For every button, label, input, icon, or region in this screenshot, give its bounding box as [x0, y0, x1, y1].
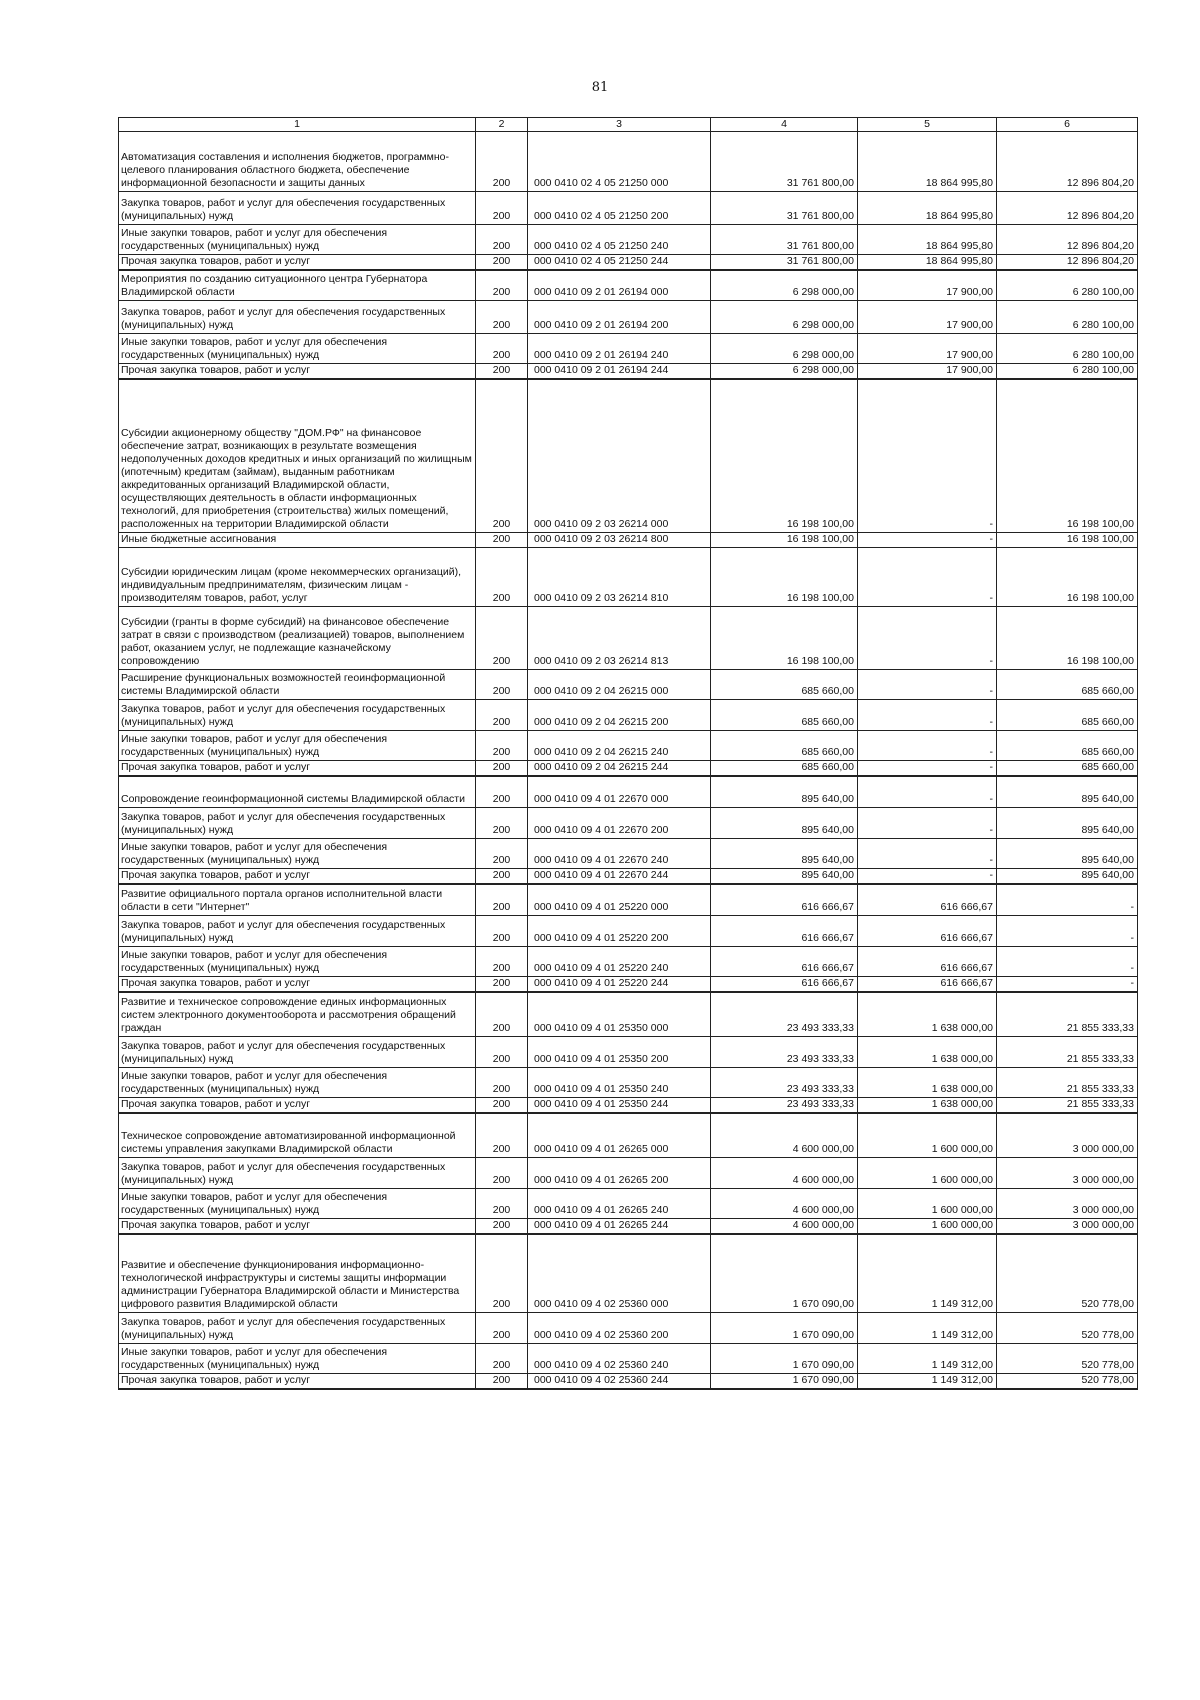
row-col5-value: 1 149 312,00: [858, 1343, 997, 1373]
row-name-cell: Закупка товаров, работ и услуг для обеспечения государственных (муниципальных) нужд: [119, 300, 476, 333]
row-name-cell: Развитие официального портала органов исполнительной власти области в сети "Интернет": [119, 884, 476, 916]
row-code-cell: 200: [476, 884, 528, 916]
row-name-cell: Субсидии юридическим лицам (кроме некоммерческих организаций), индивидуальным предпринимателям, физическим лицам - производителям товаров, работ, услуг: [119, 548, 476, 607]
row-code-cell: 200: [476, 1373, 528, 1389]
row-col5-value: -: [858, 838, 997, 868]
table-row: [119, 1312, 1138, 1343]
row-kbk-cell: 000 0410 09 2 01 26194 200: [528, 300, 711, 333]
row-col5-value: -: [858, 548, 997, 607]
row-col4-value: 4 600 000,00: [711, 1189, 858, 1219]
row-col6-value: 685 660,00: [997, 670, 1138, 700]
row-col6-value: 895 640,00: [997, 838, 1138, 868]
row-kbk-cell: 000 0410 09 2 04 26215 000: [528, 670, 711, 700]
row-col4-value: 895 640,00: [711, 868, 858, 884]
row-col6-value: 3 000 000,00: [997, 1189, 1138, 1219]
row-kbk-cell: 000 0410 02 4 05 21250 244: [528, 255, 711, 271]
row-col6-value: 520 778,00: [997, 1343, 1138, 1373]
row-code-cell: 200: [476, 548, 528, 607]
table-row: [119, 192, 1138, 225]
row-kbk-cell: 000 0410 09 4 01 26265 244: [528, 1219, 711, 1235]
table-row: [119, 1234, 1138, 1312]
page-number: 81: [591, 80, 609, 95]
row-name-cell: Расширение функциональных возможностей геоинформационной системы Владимирской области: [119, 670, 476, 700]
table-row: [119, 132, 1138, 192]
row-col4-value: 685 660,00: [711, 731, 858, 761]
row-name-cell: Техническое сопровождение автоматизированной информационной системы управления закупками Владимирской области: [119, 1113, 476, 1158]
row-kbk-cell: 000 0410 09 4 01 25220 200: [528, 916, 711, 947]
row-kbk-cell: 000 0410 09 4 01 26265 200: [528, 1158, 711, 1189]
row-col6-value: 520 778,00: [997, 1312, 1138, 1343]
row-code-cell: 200: [476, 1158, 528, 1189]
row-code-cell: 200: [476, 1067, 528, 1097]
table-row: [119, 225, 1138, 255]
row-col4-value: 23 493 333,33: [711, 1067, 858, 1097]
row-col5-value: -: [858, 379, 997, 533]
table-row: [119, 977, 1138, 993]
budget-table: [118, 117, 1138, 1390]
row-col5-value: -: [858, 807, 997, 838]
row-col4-value: 895 640,00: [711, 807, 858, 838]
row-col4-value: 16 198 100,00: [711, 607, 858, 670]
table-row: [119, 776, 1138, 807]
row-col6-value: 3 000 000,00: [997, 1158, 1138, 1189]
row-col4-value: 16 198 100,00: [711, 379, 858, 533]
row-kbk-cell: 000 0410 09 4 01 25350 244: [528, 1097, 711, 1113]
table-row: [119, 1373, 1138, 1389]
table-row: [119, 363, 1138, 379]
row-col6-value: 12 896 804,20: [997, 225, 1138, 255]
table-row: [119, 1113, 1138, 1158]
row-name-cell: Иные закупки товаров, работ и услуг для обеспечения государственных (муниципальных) нужд: [119, 947, 476, 977]
row-kbk-cell: 000 0410 09 2 04 26215 200: [528, 700, 711, 731]
row-col5-value: 616 666,67: [858, 916, 997, 947]
row-col5-value: 1 149 312,00: [858, 1312, 997, 1343]
row-name-cell: Прочая закупка товаров, работ и услуг: [119, 255, 476, 271]
row-col5-value: 1 600 000,00: [858, 1158, 997, 1189]
row-code-cell: 200: [476, 192, 528, 225]
row-col6-value: 520 778,00: [997, 1234, 1138, 1312]
header-col-6: 6: [997, 118, 1138, 132]
table-row: [119, 1219, 1138, 1235]
table-row: [119, 548, 1138, 607]
row-col5-value: 1 638 000,00: [858, 1097, 997, 1113]
row-col4-value: 895 640,00: [711, 838, 858, 868]
row-col4-value: 6 298 000,00: [711, 333, 858, 363]
row-code-cell: 200: [476, 947, 528, 977]
table-row: [119, 1189, 1138, 1219]
header-col-2: 2: [476, 118, 528, 132]
row-name-cell: Прочая закупка товаров, работ и услуг: [119, 1097, 476, 1113]
row-kbk-cell: 000 0410 09 4 01 25350 240: [528, 1067, 711, 1097]
row-name-cell: Иные закупки товаров, работ и услуг для обеспечения государственных (муниципальных) нужд: [119, 838, 476, 868]
header-row: [119, 118, 1138, 132]
row-col4-value: 16 198 100,00: [711, 533, 858, 548]
row-kbk-cell: 000 0410 09 4 01 25350 200: [528, 1036, 711, 1067]
row-name-cell: Иные закупки товаров, работ и услуг для обеспечения государственных (муниципальных) нужд: [119, 1189, 476, 1219]
row-name-cell: Прочая закупка товаров, работ и услуг: [119, 1373, 476, 1389]
row-col6-value: 6 280 100,00: [997, 270, 1138, 300]
row-col5-value: 18 864 995,80: [858, 132, 997, 192]
row-col6-value: 21 855 333,33: [997, 1036, 1138, 1067]
row-code-cell: 200: [476, 333, 528, 363]
header-col-1: 1: [119, 118, 476, 132]
row-code-cell: 200: [476, 1097, 528, 1113]
row-col6-value: 16 198 100,00: [997, 607, 1138, 670]
row-col6-value: 6 280 100,00: [997, 333, 1138, 363]
row-col5-value: 17 900,00: [858, 363, 997, 379]
row-col4-value: 685 660,00: [711, 670, 858, 700]
row-col4-value: 31 761 800,00: [711, 255, 858, 271]
row-col4-value: 616 666,67: [711, 916, 858, 947]
row-col4-value: 685 660,00: [711, 700, 858, 731]
row-code-cell: 200: [476, 1113, 528, 1158]
table-row: [119, 607, 1138, 670]
row-col5-value: 1 638 000,00: [858, 1036, 997, 1067]
row-col4-value: 616 666,67: [711, 884, 858, 916]
table-row: [119, 270, 1138, 300]
header-col-3: 3: [528, 118, 711, 132]
table-row: [119, 1158, 1138, 1189]
row-kbk-cell: 000 0410 09 4 01 25220 244: [528, 977, 711, 993]
row-code-cell: 200: [476, 776, 528, 807]
row-code-cell: 200: [476, 1312, 528, 1343]
row-name-cell: Субсидии акционерному обществу "ДОМ.РФ" на финансовое обеспечение затрат, возникающих в результате возмещения недополученных доходов кредитных и иных организаций по жилищным (ипотечным) кредитам (займам), выданным работникам аккредитованных организаций Владимирской области, осуществляющих деятельность в области информационных технологий, для приобретения (строительства) жилых помещений, расположенных на территории Владимирской области: [119, 379, 476, 533]
row-kbk-cell: 000 0410 09 4 01 26265 240: [528, 1189, 711, 1219]
row-name-cell: Закупка товаров, работ и услуг для обеспечения государственных (муниципальных) нужд: [119, 192, 476, 225]
row-col4-value: 4 600 000,00: [711, 1158, 858, 1189]
row-name-cell: Развитие и обеспечение функционирования информационно-технологической инфраструктуры и системы защиты информации администрации Губернатора Владимирской области и Министерства цифрового развития Владимирской области: [119, 1234, 476, 1312]
row-code-cell: 200: [476, 300, 528, 333]
table-row: [119, 379, 1138, 533]
row-col5-value: -: [858, 776, 997, 807]
row-code-cell: 200: [476, 225, 528, 255]
row-col6-value: 3 000 000,00: [997, 1219, 1138, 1235]
row-col4-value: 895 640,00: [711, 776, 858, 807]
row-code-cell: 200: [476, 1343, 528, 1373]
row-code-cell: 200: [476, 916, 528, 947]
row-name-cell: Закупка товаров, работ и услуг для обеспечения государственных (муниципальных) нужд: [119, 1158, 476, 1189]
row-kbk-cell: 000 0410 02 4 05 21250 240: [528, 225, 711, 255]
row-col4-value: 1 670 090,00: [711, 1343, 858, 1373]
table-row: [119, 1036, 1138, 1067]
table-row: [119, 1097, 1138, 1113]
row-col5-value: 18 864 995,80: [858, 192, 997, 225]
row-kbk-cell: 000 0410 09 4 02 25360 200: [528, 1312, 711, 1343]
row-col5-value: 17 900,00: [858, 333, 997, 363]
row-code-cell: 200: [476, 700, 528, 731]
row-col6-value: -: [997, 884, 1138, 916]
row-name-cell: Прочая закупка товаров, работ и услуг: [119, 977, 476, 993]
row-code-cell: 200: [476, 270, 528, 300]
row-col4-value: 4 600 000,00: [711, 1113, 858, 1158]
row-name-cell: Закупка товаров, работ и услуг для обеспечения государственных (муниципальных) нужд: [119, 1312, 476, 1343]
row-col6-value: 895 640,00: [997, 868, 1138, 884]
row-col5-value: 1 600 000,00: [858, 1113, 997, 1158]
row-code-cell: 200: [476, 363, 528, 379]
table-row: [119, 731, 1138, 761]
row-code-cell: 200: [476, 607, 528, 670]
row-col4-value: 1 670 090,00: [711, 1234, 858, 1312]
row-name-cell: Иные закупки товаров, работ и услуг для обеспечения государственных (муниципальных) нужд: [119, 225, 476, 255]
row-code-cell: 200: [476, 379, 528, 533]
row-name-cell: Сопровождение геоинформационной системы Владимирской области: [119, 776, 476, 807]
row-name-cell: Прочая закупка товаров, работ и услуг: [119, 1219, 476, 1235]
row-col5-value: -: [858, 700, 997, 731]
row-col6-value: 12 896 804,20: [997, 255, 1138, 271]
table-row: [119, 1067, 1138, 1097]
table-row: [119, 884, 1138, 916]
row-kbk-cell: 000 0410 09 2 03 26214 800: [528, 533, 711, 548]
row-col5-value: -: [858, 731, 997, 761]
table-row: [119, 916, 1138, 947]
row-col5-value: 17 900,00: [858, 300, 997, 333]
table-row: [119, 700, 1138, 731]
row-code-cell: 200: [476, 1234, 528, 1312]
row-code-cell: 200: [476, 807, 528, 838]
row-col5-value: -: [858, 868, 997, 884]
row-col4-value: 616 666,67: [711, 977, 858, 993]
table-row: [119, 761, 1138, 777]
header-col-5: 5: [858, 118, 997, 132]
row-kbk-cell: 000 0410 09 4 01 25220 240: [528, 947, 711, 977]
row-name-cell: Прочая закупка товаров, работ и услуг: [119, 363, 476, 379]
row-kbk-cell: 000 0410 09 4 01 26265 000: [528, 1113, 711, 1158]
row-kbk-cell: 000 0410 09 4 02 25360 244: [528, 1373, 711, 1389]
row-col5-value: -: [858, 533, 997, 548]
row-col5-value: 1 600 000,00: [858, 1189, 997, 1219]
row-col5-value: 1 638 000,00: [858, 992, 997, 1036]
row-col5-value: 1 638 000,00: [858, 1067, 997, 1097]
row-col6-value: 6 280 100,00: [997, 363, 1138, 379]
row-kbk-cell: 000 0410 09 2 03 26214 810: [528, 548, 711, 607]
row-name-cell: Субсидии (гранты в форме субсидий) на финансовое обеспечение затрат в связи с производством (реализацией) товаров, выполнением работ, оказанием услуг, не подлежащие казначейскому сопровождению: [119, 607, 476, 670]
row-kbk-cell: 000 0410 09 4 01 22670 244: [528, 868, 711, 884]
row-col6-value: 685 660,00: [997, 761, 1138, 777]
row-name-cell: Закупка товаров, работ и услуг для обеспечения государственных (муниципальных) нужд: [119, 1036, 476, 1067]
table-row: [119, 670, 1138, 700]
row-kbk-cell: 000 0410 02 4 05 21250 000: [528, 132, 711, 192]
row-col5-value: 18 864 995,80: [858, 255, 997, 271]
row-col6-value: 16 198 100,00: [997, 533, 1138, 548]
row-col6-value: 520 778,00: [997, 1373, 1138, 1389]
row-name-cell: Развитие и техническое сопровождение единых информационных систем электронного документооборота и рассмотрения обращений граждан: [119, 992, 476, 1036]
row-col6-value: 21 855 333,33: [997, 1067, 1138, 1097]
row-kbk-cell: 000 0410 02 4 05 21250 200: [528, 192, 711, 225]
table-row: [119, 947, 1138, 977]
row-code-cell: 200: [476, 977, 528, 993]
row-kbk-cell: 000 0410 09 2 03 26214 000: [528, 379, 711, 533]
row-col6-value: 6 280 100,00: [997, 300, 1138, 333]
row-col5-value: 1 149 312,00: [858, 1234, 997, 1312]
row-col6-value: 895 640,00: [997, 776, 1138, 807]
row-col6-value: 16 198 100,00: [997, 548, 1138, 607]
table-row: [119, 300, 1138, 333]
row-kbk-cell: 000 0410 09 4 01 22670 240: [528, 838, 711, 868]
row-col5-value: -: [858, 607, 997, 670]
row-col6-value: 12 896 804,20: [997, 192, 1138, 225]
row-name-cell: Закупка товаров, работ и услуг для обеспечения государственных (муниципальных) нужд: [119, 916, 476, 947]
row-col5-value: -: [858, 670, 997, 700]
row-code-cell: 200: [476, 132, 528, 192]
table-body: [119, 132, 1138, 1389]
row-name-cell: Иные закупки товаров, работ и услуг для обеспечения государственных (муниципальных) нужд: [119, 333, 476, 363]
row-col4-value: 1 670 090,00: [711, 1312, 858, 1343]
row-code-cell: 200: [476, 761, 528, 777]
row-code-cell: 200: [476, 868, 528, 884]
row-name-cell: Иные закупки товаров, работ и услуг для обеспечения государственных (муниципальных) нужд: [119, 1343, 476, 1373]
table-row: [119, 1343, 1138, 1373]
row-col6-value: 21 855 333,33: [997, 1097, 1138, 1113]
row-col4-value: 6 298 000,00: [711, 300, 858, 333]
row-kbk-cell: 000 0410 09 4 02 25360 000: [528, 1234, 711, 1312]
row-col4-value: 31 761 800,00: [711, 225, 858, 255]
row-code-cell: 200: [476, 1036, 528, 1067]
row-col6-value: 16 198 100,00: [997, 379, 1138, 533]
row-kbk-cell: 000 0410 09 4 01 22670 000: [528, 776, 711, 807]
row-col5-value: 616 666,67: [858, 884, 997, 916]
row-name-cell: Закупка товаров, работ и услуг для обеспечения государственных (муниципальных) нужд: [119, 807, 476, 838]
table-row: [119, 533, 1138, 548]
table-row: [119, 333, 1138, 363]
row-name-cell: Автоматизация составления и исполнения бюджетов, программно-целевого планирования областного бюджета, обеспечение информационной безопасности и защиты данных: [119, 132, 476, 192]
row-col4-value: 4 600 000,00: [711, 1219, 858, 1235]
row-code-cell: 200: [476, 670, 528, 700]
row-kbk-cell: 000 0410 09 2 04 26215 244: [528, 761, 711, 777]
row-kbk-cell: 000 0410 09 2 01 26194 000: [528, 270, 711, 300]
table-row: [119, 807, 1138, 838]
row-col6-value: 3 000 000,00: [997, 1113, 1138, 1158]
row-code-cell: 200: [476, 731, 528, 761]
row-col4-value: 23 493 333,33: [711, 1097, 858, 1113]
row-col6-value: -: [997, 977, 1138, 993]
row-col5-value: 616 666,67: [858, 977, 997, 993]
row-col6-value: 685 660,00: [997, 731, 1138, 761]
row-col5-value: 616 666,67: [858, 947, 997, 977]
row-name-cell: Прочая закупка товаров, работ и услуг: [119, 868, 476, 884]
table-row: [119, 255, 1138, 271]
row-kbk-cell: 000 0410 09 2 04 26215 240: [528, 731, 711, 761]
table-row: [119, 868, 1138, 884]
row-kbk-cell: 000 0410 09 2 01 26194 240: [528, 333, 711, 363]
row-col6-value: -: [997, 916, 1138, 947]
row-col5-value: -: [858, 761, 997, 777]
row-code-cell: 200: [476, 992, 528, 1036]
row-col6-value: 21 855 333,33: [997, 992, 1138, 1036]
row-col4-value: 23 493 333,33: [711, 1036, 858, 1067]
row-kbk-cell: 000 0410 09 4 01 22670 200: [528, 807, 711, 838]
row-kbk-cell: 000 0410 09 4 01 25350 000: [528, 992, 711, 1036]
row-col4-value: 1 670 090,00: [711, 1373, 858, 1389]
row-col6-value: 685 660,00: [997, 700, 1138, 731]
row-name-cell: Иные закупки товаров, работ и услуг для обеспечения государственных (муниципальных) нужд: [119, 1067, 476, 1097]
row-col6-value: 12 896 804,20: [997, 132, 1138, 192]
row-col4-value: 685 660,00: [711, 761, 858, 777]
table-row: [119, 992, 1138, 1036]
row-col5-value: 1 600 000,00: [858, 1219, 997, 1235]
row-name-cell: Прочая закупка товаров, работ и услуг: [119, 761, 476, 777]
row-col4-value: 6 298 000,00: [711, 270, 858, 300]
row-col6-value: -: [997, 947, 1138, 977]
row-name-cell: Закупка товаров, работ и услуг для обеспечения государственных (муниципальных) нужд: [119, 700, 476, 731]
row-col5-value: 1 149 312,00: [858, 1373, 997, 1389]
row-col4-value: 31 761 800,00: [711, 132, 858, 192]
row-code-cell: 200: [476, 838, 528, 868]
row-code-cell: 200: [476, 255, 528, 271]
row-kbk-cell: 000 0410 09 4 02 25360 240: [528, 1343, 711, 1373]
row-code-cell: 200: [476, 1219, 528, 1235]
row-col4-value: 23 493 333,33: [711, 992, 858, 1036]
row-col6-value: 895 640,00: [997, 807, 1138, 838]
row-code-cell: 200: [476, 533, 528, 548]
row-col5-value: 17 900,00: [858, 270, 997, 300]
header-col-4: 4: [711, 118, 858, 132]
row-code-cell: 200: [476, 1189, 528, 1219]
row-col5-value: 18 864 995,80: [858, 225, 997, 255]
row-kbk-cell: 000 0410 09 4 01 25220 000: [528, 884, 711, 916]
table-row: [119, 838, 1138, 868]
row-name-cell: Иные бюджетные ассигнования: [119, 533, 476, 548]
row-kbk-cell: 000 0410 09 2 01 26194 244: [528, 363, 711, 379]
row-name-cell: Мероприятия по созданию ситуационного центра Губернатора Владимирской области: [119, 270, 476, 300]
row-name-cell: Иные закупки товаров, работ и услуг для обеспечения государственных (муниципальных) нужд: [119, 731, 476, 761]
row-col4-value: 31 761 800,00: [711, 192, 858, 225]
row-kbk-cell: 000 0410 09 2 03 26214 813: [528, 607, 711, 670]
row-col4-value: 616 666,67: [711, 947, 858, 977]
row-col4-value: 6 298 000,00: [711, 363, 858, 379]
row-col4-value: 16 198 100,00: [711, 548, 858, 607]
